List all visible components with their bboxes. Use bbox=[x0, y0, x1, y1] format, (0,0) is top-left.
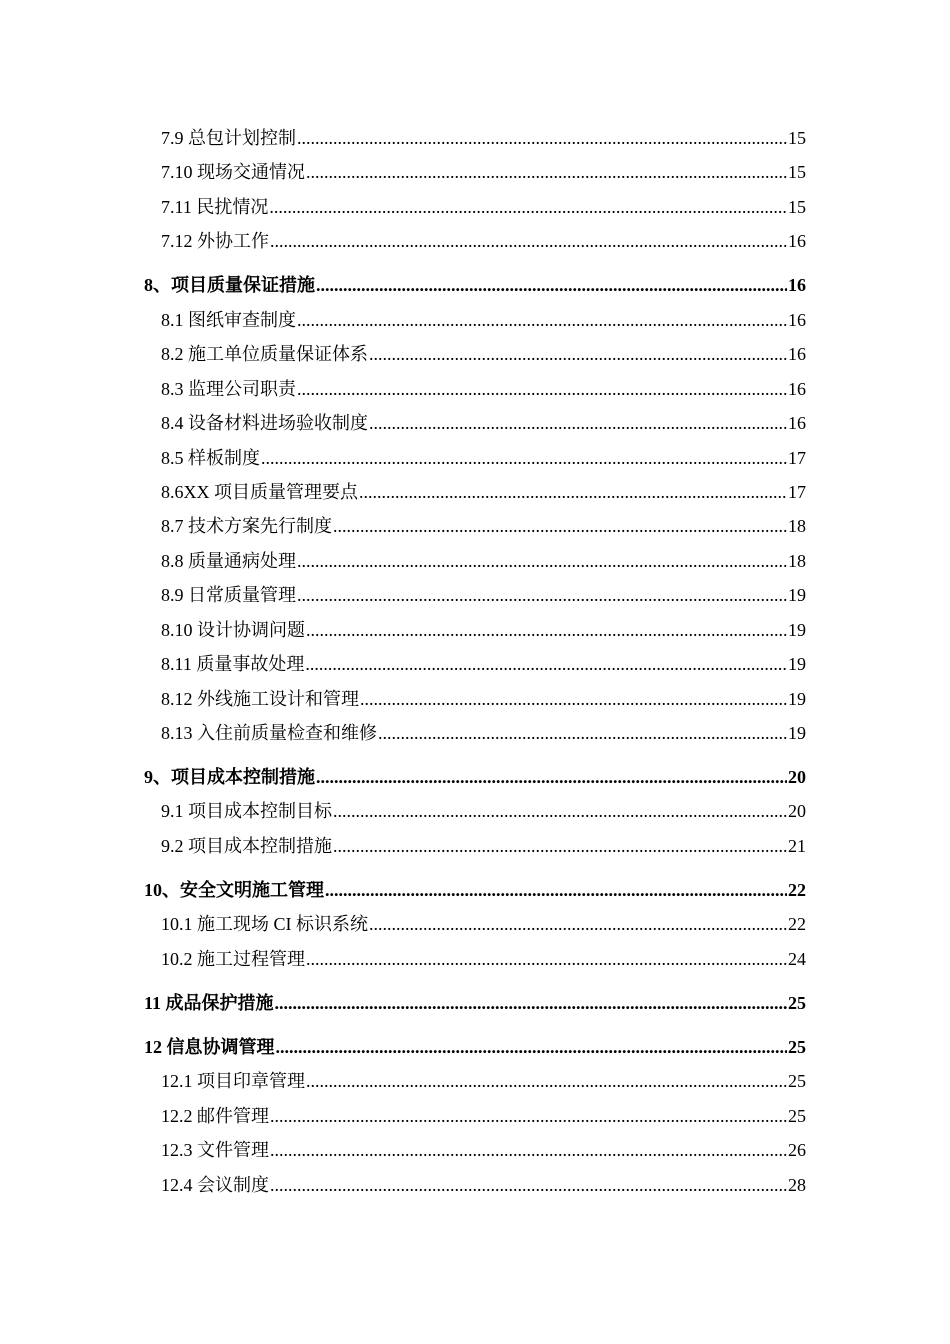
toc-entry-page: 19 bbox=[788, 654, 806, 674]
toc-entry-title: 8.12 外线施工设计和管理 bbox=[161, 689, 359, 709]
toc-entry-page: 16 bbox=[788, 344, 806, 364]
toc-entry-title: 7.11 民扰情况 bbox=[161, 197, 269, 217]
toc-dot-leader bbox=[333, 834, 787, 858]
toc-entry-title: 8.3 监理公司职责 bbox=[161, 379, 296, 399]
toc-entry-title: 8.11 质量事故处理 bbox=[161, 654, 305, 674]
toc-entry[interactable] bbox=[161, 799, 806, 823]
toc-entry[interactable] bbox=[161, 308, 806, 332]
toc-entry-title: 8.2 施工单位质量保证体系 bbox=[161, 344, 368, 364]
toc-entry-title: 9、项目成本控制措施 bbox=[144, 767, 315, 787]
toc-entry[interactable] bbox=[161, 411, 806, 435]
toc-entry-title: 8.10 设计协调问题 bbox=[161, 620, 305, 640]
toc-dot-leader bbox=[360, 687, 787, 711]
toc-entry-title: 10.2 施工过程管理 bbox=[161, 949, 305, 969]
toc-entry-page: 28 bbox=[788, 1175, 806, 1195]
toc-dot-leader bbox=[306, 1069, 787, 1093]
toc-entry-title: 12.3 文件管理 bbox=[161, 1140, 269, 1160]
toc-entry-title: 8.8 质量通病处理 bbox=[161, 551, 296, 571]
toc-entry-page: 20 bbox=[788, 801, 806, 821]
toc-entry-title: 8.1 图纸审查制度 bbox=[161, 310, 296, 330]
toc-entry-page: 19 bbox=[788, 620, 806, 640]
toc-dot-leader bbox=[297, 126, 787, 150]
toc-entry[interactable] bbox=[161, 126, 806, 150]
toc-entry-title: 8.13 入住前质量检查和维修 bbox=[161, 723, 377, 743]
toc-entry-page: 18 bbox=[788, 516, 806, 536]
toc-entry[interactable] bbox=[161, 687, 806, 711]
toc-entry[interactable] bbox=[161, 912, 806, 936]
toc-entry[interactable] bbox=[161, 1173, 806, 1197]
toc-dot-leader bbox=[270, 1104, 787, 1128]
toc-dot-leader bbox=[297, 549, 787, 573]
toc-dot-leader bbox=[270, 229, 787, 253]
toc-dot-leader bbox=[369, 912, 787, 936]
toc-entry-title: 9.1 项目成本控制目标 bbox=[161, 801, 332, 821]
toc-entry[interactable] bbox=[161, 583, 806, 607]
toc-entry-page: 16 bbox=[788, 379, 806, 399]
toc-entry[interactable] bbox=[161, 1069, 806, 1093]
toc-entry-page: 25 bbox=[788, 1037, 806, 1057]
toc-dot-leader bbox=[297, 377, 787, 401]
toc-dot-leader bbox=[270, 1138, 787, 1162]
toc-entry[interactable] bbox=[161, 446, 806, 470]
toc-entry-title: 12 信息协调管理 bbox=[144, 1037, 275, 1057]
toc-section-heading[interactable] bbox=[144, 1035, 806, 1059]
toc-entry[interactable] bbox=[161, 377, 806, 401]
toc-entry[interactable] bbox=[161, 342, 806, 366]
toc-entry-page: 26 bbox=[788, 1140, 806, 1160]
toc-entry[interactable] bbox=[161, 947, 806, 971]
toc-dot-leader bbox=[369, 411, 787, 435]
toc-dot-leader bbox=[297, 583, 787, 607]
toc-entry[interactable] bbox=[161, 549, 806, 573]
toc-entry-page: 25 bbox=[788, 1106, 806, 1126]
toc-entry-page: 16 bbox=[788, 310, 806, 330]
toc-entry-title: 12.2 邮件管理 bbox=[161, 1106, 269, 1126]
toc-entry[interactable] bbox=[161, 721, 806, 745]
toc-entry[interactable] bbox=[161, 514, 806, 538]
toc-entry-page: 22 bbox=[788, 880, 806, 900]
toc-entry-page: 19 bbox=[788, 585, 806, 605]
toc-entry-page: 16 bbox=[788, 231, 806, 251]
toc-dot-leader bbox=[305, 652, 787, 676]
toc-dot-leader bbox=[275, 991, 787, 1015]
toc-entry-page: 25 bbox=[788, 1071, 806, 1091]
toc-entry-page: 17 bbox=[788, 482, 806, 502]
toc-dot-leader bbox=[316, 765, 787, 789]
toc-entry-title: 8.5 样板制度 bbox=[161, 448, 260, 468]
toc-entry-page: 15 bbox=[788, 128, 806, 148]
toc-section-heading[interactable] bbox=[144, 878, 806, 902]
toc-entry-title: 8.6XX 项目质量管理要点 bbox=[161, 482, 358, 502]
toc-entry-page: 25 bbox=[788, 993, 806, 1013]
toc-entry[interactable] bbox=[161, 834, 806, 858]
toc-entry-page: 16 bbox=[788, 413, 806, 433]
toc-dot-leader bbox=[325, 878, 787, 902]
toc-dot-leader bbox=[306, 618, 787, 642]
toc-entry-title: 8.4 设备材料进场验收制度 bbox=[161, 413, 368, 433]
toc-entry-title: 10.1 施工现场 CI 标识系统 bbox=[161, 914, 368, 934]
toc-entry[interactable] bbox=[161, 618, 806, 642]
toc-dot-leader bbox=[333, 514, 787, 538]
toc-dot-leader bbox=[270, 1173, 787, 1197]
toc-entry-page: 15 bbox=[788, 162, 806, 182]
toc-entry-page: 17 bbox=[788, 448, 806, 468]
toc-dot-leader bbox=[369, 342, 787, 366]
toc-entry-title: 7.9 总包计划控制 bbox=[161, 128, 296, 148]
toc-dot-leader bbox=[297, 308, 787, 332]
toc-section-heading[interactable] bbox=[144, 765, 806, 789]
toc-dot-leader bbox=[306, 947, 787, 971]
toc-entry-title: 9.2 项目成本控制措施 bbox=[161, 836, 332, 856]
toc-entry-title: 12.1 项目印章管理 bbox=[161, 1071, 305, 1091]
toc-entry-page: 18 bbox=[788, 551, 806, 571]
toc-entry-page: 15 bbox=[788, 197, 806, 217]
toc-entry-page: 19 bbox=[788, 723, 806, 743]
toc-entry-title: 8.7 技术方案先行制度 bbox=[161, 516, 332, 536]
toc-dot-leader bbox=[276, 1035, 788, 1059]
toc-entry-page: 24 bbox=[788, 949, 806, 969]
toc-dot-leader bbox=[359, 480, 787, 504]
toc-entry-page: 16 bbox=[788, 275, 806, 295]
toc-dot-leader bbox=[378, 721, 787, 745]
toc-entry[interactable] bbox=[161, 480, 806, 504]
toc-entry-page: 21 bbox=[788, 836, 806, 856]
toc-dot-leader bbox=[261, 446, 787, 470]
toc-entry-title: 7.12 外协工作 bbox=[161, 231, 269, 251]
toc-entry-page: 20 bbox=[788, 767, 806, 787]
toc-entry-title: 8.9 日常质量管理 bbox=[161, 585, 296, 605]
toc-entry-page: 19 bbox=[788, 689, 806, 709]
toc-entry-title: 12.4 会议制度 bbox=[161, 1175, 269, 1195]
toc-entry-title: 10、安全文明施工管理 bbox=[144, 880, 324, 900]
toc-dot-leader bbox=[333, 799, 787, 823]
toc-entry-title: 7.10 现场交通情况 bbox=[161, 162, 305, 182]
toc-section-heading[interactable] bbox=[144, 991, 806, 1015]
toc-dot-leader bbox=[269, 195, 787, 219]
toc-entry[interactable] bbox=[161, 195, 806, 219]
toc-entry[interactable] bbox=[161, 160, 806, 184]
toc-dot-leader bbox=[316, 273, 787, 297]
toc-entry-title: 11 成品保护措施 bbox=[144, 993, 274, 1013]
toc-entry[interactable] bbox=[161, 1138, 806, 1162]
toc-entry-page: 22 bbox=[788, 914, 806, 934]
toc-entry-title: 8、项目质量保证措施 bbox=[144, 275, 315, 295]
toc-section-heading[interactable] bbox=[144, 273, 806, 297]
toc-entry[interactable] bbox=[161, 652, 806, 676]
toc-dot-leader bbox=[306, 160, 787, 184]
toc-entry[interactable] bbox=[161, 229, 806, 253]
toc-entry[interactable] bbox=[161, 1104, 806, 1128]
